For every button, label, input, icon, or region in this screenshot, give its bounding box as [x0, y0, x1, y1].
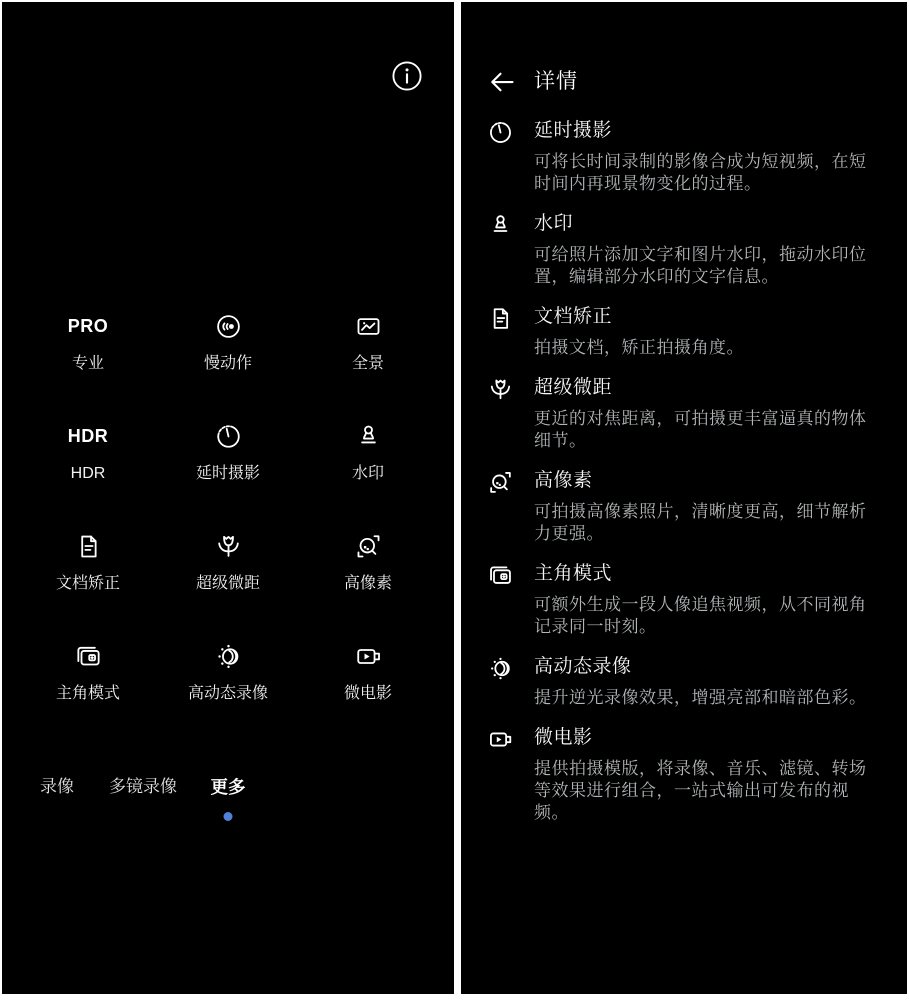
mode-item-slow-motion[interactable] — [158, 282, 298, 392]
section-title: 主角模式 — [534, 563, 613, 584]
section-title: 高动态录像 — [534, 656, 632, 677]
details-list — [461, 119, 907, 841]
detail-section-protagonist — [461, 562, 907, 638]
detail-section-time-lapse — [461, 119, 907, 195]
section-description: 更近的对焦距离，可拍摄更丰富逼真的物体细节。 — [534, 409, 867, 450]
section-description: 可额外生成一段人像追焦视频，从不同视角记录同一时刻。 — [534, 595, 867, 636]
mode-item-super-macro[interactable] — [158, 502, 298, 612]
mode-label: 高动态录像 — [187, 685, 268, 702]
section-title: 延时摄影 — [534, 120, 613, 141]
detail-section-hdr-video — [461, 655, 907, 709]
detail-section-watermark — [461, 212, 907, 288]
camera-more-panel — [2, 2, 454, 994]
details-panel — [461, 2, 907, 994]
mode-label: 慢动作 — [203, 355, 252, 372]
mode-item-document-correct[interactable] — [18, 502, 158, 612]
time-lapse-icon — [214, 422, 243, 451]
section-title: 高像素 — [534, 470, 593, 491]
super-macro-icon — [487, 376, 514, 403]
mode-item-protagonist[interactable] — [18, 612, 158, 722]
high-pixel-icon — [487, 469, 514, 496]
mode-label: 专业 — [71, 355, 104, 372]
active-tab-dot — [224, 812, 233, 821]
detail-section-micro-movie — [461, 726, 907, 824]
info-icon — [391, 60, 423, 92]
tab-video[interactable]: 录像 — [40, 777, 74, 796]
mode-grid — [2, 282, 454, 722]
back-arrow-icon — [487, 67, 517, 97]
high-pixel-icon — [354, 532, 383, 561]
detail-section-high-pixel — [461, 469, 907, 545]
section-title: 超级微距 — [534, 377, 613, 398]
mode-label: 高像素 — [343, 575, 392, 592]
mode-label: HDR — [70, 465, 106, 482]
section-description: 提升逆光录像效果，增强亮部和暗部色彩。 — [534, 688, 867, 707]
document-correct-icon — [74, 532, 103, 561]
mode-item-watermark[interactable] — [298, 392, 438, 502]
section-title: 文档矫正 — [534, 306, 613, 327]
hdr-mode-icon: HDR — [67, 426, 109, 446]
section-description: 可拍摄高像素照片，清晰度更高，细节解析力更强。 — [534, 502, 867, 543]
pro-mode-icon: PRO — [67, 316, 109, 336]
mode-label: 全景 — [351, 355, 384, 372]
slow-motion-icon — [214, 312, 243, 341]
hdr-video-icon — [214, 642, 243, 671]
tab-more[interactable]: 更多 — [210, 777, 246, 797]
section-title: 微电影 — [534, 727, 593, 748]
mode-item-micro-movie[interactable] — [298, 612, 438, 722]
section-description: 可将长时间录制的影像合成为短视频，在短时间内再现景物变化的过程。 — [534, 152, 867, 193]
hdr-video-icon — [487, 655, 514, 682]
document-correct-icon — [487, 305, 514, 332]
watermark-icon — [354, 422, 383, 451]
mode-label: 文档矫正 — [55, 575, 120, 592]
mode-label: 水印 — [351, 465, 384, 482]
micro-movie-icon — [354, 642, 383, 671]
section-description: 拍摄文档，矫正拍摄角度。 — [534, 338, 744, 357]
mode-label: 延时摄影 — [195, 465, 260, 482]
panorama-icon — [354, 312, 383, 341]
mode-item-time-lapse[interactable] — [158, 392, 298, 502]
camera-tab-strip — [2, 776, 454, 836]
tab-multi-lens-video[interactable]: 多镜录像 — [109, 777, 177, 796]
detail-section-document-correct — [461, 305, 907, 359]
section-description: 可给照片添加文字和图片水印，拖动水印位置，编辑部分水印的文字信息。 — [534, 245, 867, 286]
mode-item-hdr-video[interactable] — [158, 612, 298, 722]
page-title: 详情 — [534, 70, 578, 93]
micro-movie-icon — [487, 726, 514, 753]
watermark-icon — [487, 212, 514, 239]
mode-label: 主角模式 — [55, 685, 120, 702]
protagonist-icon — [74, 642, 103, 671]
back-button[interactable] — [487, 67, 517, 97]
detail-section-super-macro — [461, 376, 907, 452]
details-header — [461, 67, 578, 97]
mode-label: 微电影 — [343, 685, 392, 702]
time-lapse-icon — [487, 119, 514, 146]
mode-label: 超级微距 — [195, 575, 260, 592]
super-macro-icon — [214, 532, 243, 561]
section-title: 水印 — [534, 213, 574, 234]
mode-item-panorama[interactable] — [298, 282, 438, 392]
protagonist-icon — [487, 562, 514, 589]
mode-item-hdr[interactable] — [18, 392, 158, 502]
info-button[interactable] — [391, 60, 423, 92]
mode-item-high-pixel[interactable] — [298, 502, 438, 612]
mode-item-pro[interactable] — [18, 282, 158, 392]
section-description: 提供拍摄模版，将录像、音乐、滤镜、转场等效果进行组合，一站式输出可发布的视频。 — [534, 759, 867, 822]
